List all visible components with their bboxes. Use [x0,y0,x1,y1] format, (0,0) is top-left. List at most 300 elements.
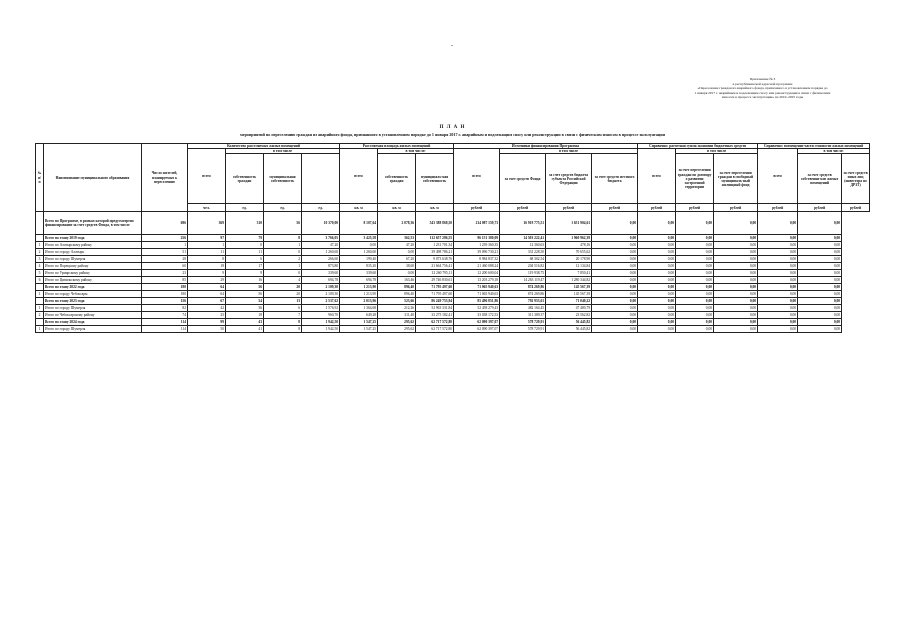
col-residents: Число жителей, планируемых к переселению [142,144,188,212]
row-value: 16 919 775,51 [500,212,546,235]
row-value: 0,00 [798,235,842,242]
col-name: Наименование муниципального образования [44,144,142,212]
table-row [36,212,870,235]
row-value: 3 766,05 [302,235,340,242]
row-value: 28 [142,256,188,263]
table-row [36,277,870,284]
table-row [36,256,870,263]
row-value: 482 164,45 [500,305,546,312]
plan-subtitle: мероприятий по переселению граждан из аварийного фонда, признанного в установленном порядке до 1 января 2017 г. аварийным и подлежащим сносу или реконструкции в связи с физическим износом в процессе эксплуатации [240,132,665,137]
row-number: 1 [36,291,44,298]
row-number: 1 [36,326,44,333]
row-name: Всего по этапу 2023 года [44,298,142,305]
row-name: Итого по Порецкому району [44,263,142,270]
row-value: 0,00 [714,212,758,235]
row-value: 1 260,60 [302,249,340,256]
row-value: 0,00 [758,298,798,305]
row-value: 21 664 756,41 [416,263,454,270]
unit-cell: рублей [500,204,546,212]
row-value: 12 200 600,04 [454,270,500,277]
unit-cell: кв. м [378,204,416,212]
row-value: 0,00 [638,305,676,312]
unit-cell: рублей [798,204,842,212]
row-value: 13 203 279,18 [454,277,500,284]
row-value: 64 [188,284,226,291]
row-value: 310 [226,212,264,235]
row-value: 7 850,41 [546,270,592,277]
row-value: 71 040,22 [546,298,592,305]
row-value: 0,00 [676,212,714,235]
row-value: 2 078,36 [378,212,416,235]
plan-table [35,143,870,333]
unit-cell: рублей [592,204,638,212]
row-value: 0,00 [714,249,758,256]
col-num: № п/п [36,144,44,212]
row-value: 0,00 [798,319,842,326]
row-value: 214 087 159,73 [454,212,500,235]
row-value: 47 480,79 [546,305,592,312]
row-value: 874 269,86 [500,291,546,298]
row-value: 0,00 [340,242,378,249]
row-value: 1 651 904,61 [546,212,592,235]
row-value: 369 [188,212,226,235]
row-value: 180 [142,291,188,298]
unit-cell: рублей [758,204,798,212]
row-value: 50 [188,326,226,333]
row-value: 0,00 [714,256,758,263]
area-sub: в том числе: [378,149,454,154]
row-value: 362,53 [378,235,416,242]
row-value: 0,00 [798,291,842,298]
row-value: 4 [264,277,302,284]
row-value: 119 938,75 [500,270,546,277]
row-value: 311 389,37 [500,312,546,319]
row-value: 114 [142,319,188,326]
row-value: 3 425,58 [340,235,378,242]
row-value: 79 [226,235,264,242]
row-value: 0,00 [758,312,798,319]
row-value: 145 567,39 [546,291,592,298]
row-value: 0,00 [592,242,638,249]
row-value: 792 953,61 [500,298,546,305]
row-value: 478,16 [546,242,592,249]
group-rooms: Количество расселяемых жилых помещений [188,144,340,149]
table-row [36,312,870,319]
row-value: 56 445,82 [546,319,592,326]
row-value: 8 107,64 [340,212,378,235]
row-value: 0,00 [758,212,798,235]
row-value: 54 [226,298,264,305]
row-value: 41 [226,326,264,333]
row-value: 874 269,86 [500,284,546,291]
row-value: 52 963 331,84 [416,305,454,312]
row-value: 112 657 286,55 [416,235,454,242]
row-value: 0,00 [592,256,638,263]
row-value: 0,00 [676,249,714,256]
row-name: Итого по городу Чебоксары [44,291,142,298]
row-number: 3 [36,256,44,263]
row-value: 11 [226,249,264,256]
row-value: 266,60 [302,256,340,263]
appendix-note [655,77,870,100]
unit-cell: кв. м [416,204,454,212]
row-value: 0,00 [714,312,758,319]
row-value: 0,00 [592,291,638,298]
row-value: 56 445,82 [546,326,592,333]
row-value: 85 [142,277,188,284]
row-value: 0 [264,270,302,277]
appendix-line: к республиканской адресной программе [732,81,793,86]
row-value: 0,00 [592,212,638,235]
finance-sub: в том числе [500,149,638,154]
row-value: 331 228,50 [500,249,546,256]
table-row [36,326,870,333]
row-value: 8 [264,319,302,326]
row-name: Итого по городу Шумерля [44,326,142,333]
row-value: 23 562,82 [546,312,592,319]
row-value: 0,00 [758,326,798,333]
row-value: 0,00 [714,270,758,277]
row-value: 2 537,62 [302,298,340,305]
row-value: 578 729,91 [500,319,546,326]
row-value: 6 [226,256,264,263]
row-value: 20 [264,284,302,291]
row-value: 0,00 [798,212,842,235]
row-value: 56 [226,284,264,291]
row-value: 52 458 279,43 [454,305,500,312]
row-value: 0,00 [714,235,758,242]
row-value: 62 717 572,80 [416,326,454,333]
row-value: 8 [264,235,302,242]
row-value: 1 231 701,34 [416,242,454,249]
row-value: 71 065 940,63 [454,284,500,291]
row-value: 9 [188,270,226,277]
row-value: 523,66 [378,298,416,305]
row-value: 0,00 [676,242,714,249]
row-value: 0,00 [592,263,638,270]
row-value: 67,20 [378,256,416,263]
row-value: 0,00 [592,298,638,305]
row-value: 25 [188,312,226,319]
group-area: Расселяемая площадь жилых помещений [340,144,454,149]
table-row [36,284,870,291]
row-number: 1 [36,242,44,249]
header-dot: . [451,39,453,48]
appendix-line: «Переселение граждан из аварийного фонда, признанного в установленном порядке до [697,86,828,91]
row-value: 0,00 [592,284,638,291]
row-value: 0,00 [758,305,798,312]
row-value: 0,00 [798,270,842,277]
row-value: 0,00 [758,263,798,270]
col-fin-total: всего [454,149,500,204]
row-value: 8 [264,326,302,333]
row-number: 2 [36,249,44,256]
row-number [36,235,44,242]
row-value: 99 [188,319,226,326]
row-value: 8 [188,256,226,263]
col-area-municipal: муниципаль-ная собственность [416,154,454,204]
row-value: 0,00 [758,249,798,256]
row-value: 0,00 [676,256,714,263]
row-value: 0,00 [676,319,714,326]
row-value: 0,00 [638,312,676,319]
row-value: 896,40 [378,291,416,298]
row-value: 0,00 [758,284,798,291]
row-value: 0,00 [714,242,758,249]
row-value: 0,00 [676,298,714,305]
row-value: 0,00 [592,277,638,284]
unit-cell: ед. [302,204,340,212]
row-value: 42 [188,305,226,312]
row-value: 180 [142,284,188,291]
group-ref-economy: Справочно: расчетная сумма экономии бюджетных средств [638,144,758,149]
row-value: 311,40 [378,312,416,319]
row-value: 1 942,50 [302,326,340,333]
col-local-budget: за счет средств местного бюджета [592,154,638,204]
row-value: 0,00 [638,249,676,256]
row-value: 0,00 [714,263,758,270]
row-value: 97 [188,235,226,242]
row-value: 20 [264,291,302,298]
group-finance: Источники финансирования Программы [454,144,638,149]
row-value: 0,00 [676,326,714,333]
row-value: 0,00 [714,284,758,291]
row-value: 2 109,30 [302,291,340,298]
row-value: 1 364,68 [340,305,378,312]
row-value: 12 260 795,11 [416,270,454,277]
row-value: 13 [264,298,302,305]
unit-cell: ед. [226,204,264,212]
unit-cell: рублей [842,204,870,212]
row-value: 295,62 [378,319,416,326]
row-value: 0 [264,249,302,256]
row-value: 12 134,84 [546,263,592,270]
row-value: 0,00 [758,270,798,277]
col-ref1-a: за счет переселения граждан по договору о развитии застроенной территории [676,154,714,204]
row-value: 62 717 572,80 [416,319,454,326]
row-value: 1 280 344,82 [546,277,592,284]
unit-cell: ед. [264,204,302,212]
row-value: 56 [264,212,302,235]
row-value: 0,00 [592,249,638,256]
row-value: 29 746 830,61 [416,277,454,284]
row-number [36,284,44,291]
ref1-sub: в том числе [676,149,758,154]
row-value: 0,00 [592,235,638,242]
row-value: 47,20 [378,242,416,249]
table-row [36,298,870,305]
row-value: 0,00 [798,277,842,284]
row-value: 68 302,54 [500,256,546,263]
row-value: 1 547,25 [340,319,378,326]
row-number [36,212,44,235]
row-name: Итого по Алатырскому району [44,242,142,249]
row-value: 29 [188,277,226,284]
col-area-citizen: собственность граждан [378,154,416,204]
row-value: 51 [142,249,188,256]
row-value: 114 [142,326,188,333]
row-value: 6 [264,305,302,312]
row-value: 0,00 [676,263,714,270]
row-value: 1 960 962,39 [546,235,592,242]
row-value: 0,00 [714,319,758,326]
row-value: 20 178,90 [546,256,592,263]
group-ref-compensation: Справочно: возмещение части стоимости жилых помещений [758,144,870,149]
col-ref2-a: за счет средств собственни-ков жилых помещений [798,154,842,204]
row-value: 1 547,25 [340,326,378,333]
row-value: 694,78 [302,277,340,284]
row-value: 0,00 [592,326,638,333]
row-value: 0,00 [798,312,842,319]
row-name: Итого по городу Шумерля [44,256,142,263]
row-value: 0,00 [676,235,714,242]
row-value: 0,00 [378,270,416,277]
row-value: 0,00 [798,284,842,291]
unit-cell: рублей [714,204,758,212]
row-name: Всего по этапу 2019 года [44,235,142,242]
col-rooms-blank [302,154,340,204]
row-value: 2 013,96 [340,298,378,305]
row-value: 212,26 [378,305,416,312]
col-area-total: всего [340,149,378,204]
row-value: 47,20 [302,242,340,249]
row-value: 0,00 [714,326,758,333]
row-value: 7 [264,312,302,319]
row-value: 10 370,00 [302,212,340,235]
row-value: 0,00 [676,312,714,319]
row-value: 1 260,60 [340,249,378,256]
row-name: Итого по Чебоксарскому району [44,312,142,319]
row-value: 74 [142,312,188,319]
row-value: 8 984 837,32 [454,256,500,263]
col-rooms-citizen: собственность граждан [226,154,264,204]
row-value: 2 [264,256,302,263]
row-value: 17 [226,263,264,270]
row-value: 0,00 [798,298,842,305]
col-ref1-b: за счет переселения граждан в свободный муниципаль-ный жилищный фонд [714,154,758,204]
table-body [36,212,870,333]
row-value: 0,00 [676,305,714,312]
row-value: 199,40 [340,256,378,263]
table-row [36,270,870,277]
row-value: 43 [226,319,264,326]
row-value: 0,00 [798,326,842,333]
unit-cell: рублей [676,204,714,212]
row-value: 204 516,82 [500,263,546,270]
unit-cell: чел. [188,204,226,212]
col-ref1-total: всего [638,149,676,204]
row-value: 1 [142,242,188,249]
row-value: 11 [188,249,226,256]
row-value: 71 795 497,60 [416,284,454,291]
row-value: 33 038 172,53 [454,312,500,319]
row-name: Итого по городу Шумерля [44,305,142,312]
row-value: 12 360,63 [500,242,546,249]
row-value: 0,00 [638,263,676,270]
row-number: 5 [36,270,44,277]
row-value: 0,00 [758,319,798,326]
row-value: 0,00 [676,270,714,277]
row-value: 71 795 497,60 [416,291,454,298]
row-value: 339,60 [302,270,340,277]
col-fund: за счет средств Фонда [500,154,546,204]
row-value: 0,00 [758,277,798,284]
row-value: 21 460 088,24 [454,263,500,270]
row-value: 86 249 753,94 [416,298,454,305]
row-value: 0,00 [798,249,842,256]
row-value: 0,00 [758,242,798,249]
row-value: 0,00 [638,235,676,242]
unit-cell: рублей [454,204,500,212]
row-value: 0,00 [676,277,714,284]
row-value: 145 567,39 [546,284,592,291]
row-value: 1 942,50 [302,319,340,326]
ref2-sub: в том числе: [798,149,870,154]
row-value: 835,20 [340,263,378,270]
col-rooms-total: всего [188,149,226,204]
row-value: 0,00 [798,305,842,312]
appendix-line: износом в процессе эксплуатации» на 2019–2025 годы [721,95,804,100]
row-value: 0,00 [638,212,676,235]
row-value: 18 [188,263,226,270]
row-number: 1 [36,305,44,312]
row-value: 163,46 [378,277,416,284]
row-value: 36 [226,305,264,312]
row-value: 156 [142,298,188,305]
row-value: 33 275 182,41 [416,312,454,319]
row-name: Всего по этапу 2024 года [44,319,142,326]
row-value: 38,60 [378,263,416,270]
unit-cell: рублей [546,204,592,212]
row-value: 0,00 [676,291,714,298]
row-value: 0,00 [714,305,758,312]
row-value: 960,70 [302,312,340,319]
row-value: 0,00 [758,256,798,263]
row-value: 873,80 [302,263,340,270]
row-value: 14 503 222,41 [500,235,546,242]
row-value: 71 065 940,63 [454,291,500,298]
table-row [36,263,870,270]
row-value: 0,00 [758,291,798,298]
table-row [36,235,870,242]
row-value: 2 109,30 [302,284,340,291]
row-number: 4 [36,263,44,270]
col-ref2-total: всего [758,149,798,204]
row-number [36,319,44,326]
row-value: 0,00 [638,242,676,249]
row-value: 56 [226,291,264,298]
row-value: 0,00 [592,312,638,319]
row-value: 256 [142,235,188,242]
row-value: 0,00 [758,235,798,242]
row-value: 1 [264,242,302,249]
row-value: 543 388 868,50 [416,212,454,235]
table-row [36,249,870,256]
col-subject-budget: за счет средств бюджета субъекта Российской Федерации [546,154,592,204]
row-number: 2 [36,312,44,319]
row-value: 649,28 [340,312,378,319]
row-value: 0,00 [378,249,416,256]
row-value: 0 [226,242,264,249]
appendix-line: Приложение № 3 [749,77,776,81]
row-value: 9 [226,270,264,277]
row-name: Итого по Цивильскому району [44,277,142,284]
row-value: 70 655,62 [546,249,592,256]
col-rooms-municipal: муниципальная собственность [264,154,302,204]
table-row [36,291,870,298]
row-value: 64 [188,291,226,298]
row-value: 0,00 [714,298,758,305]
